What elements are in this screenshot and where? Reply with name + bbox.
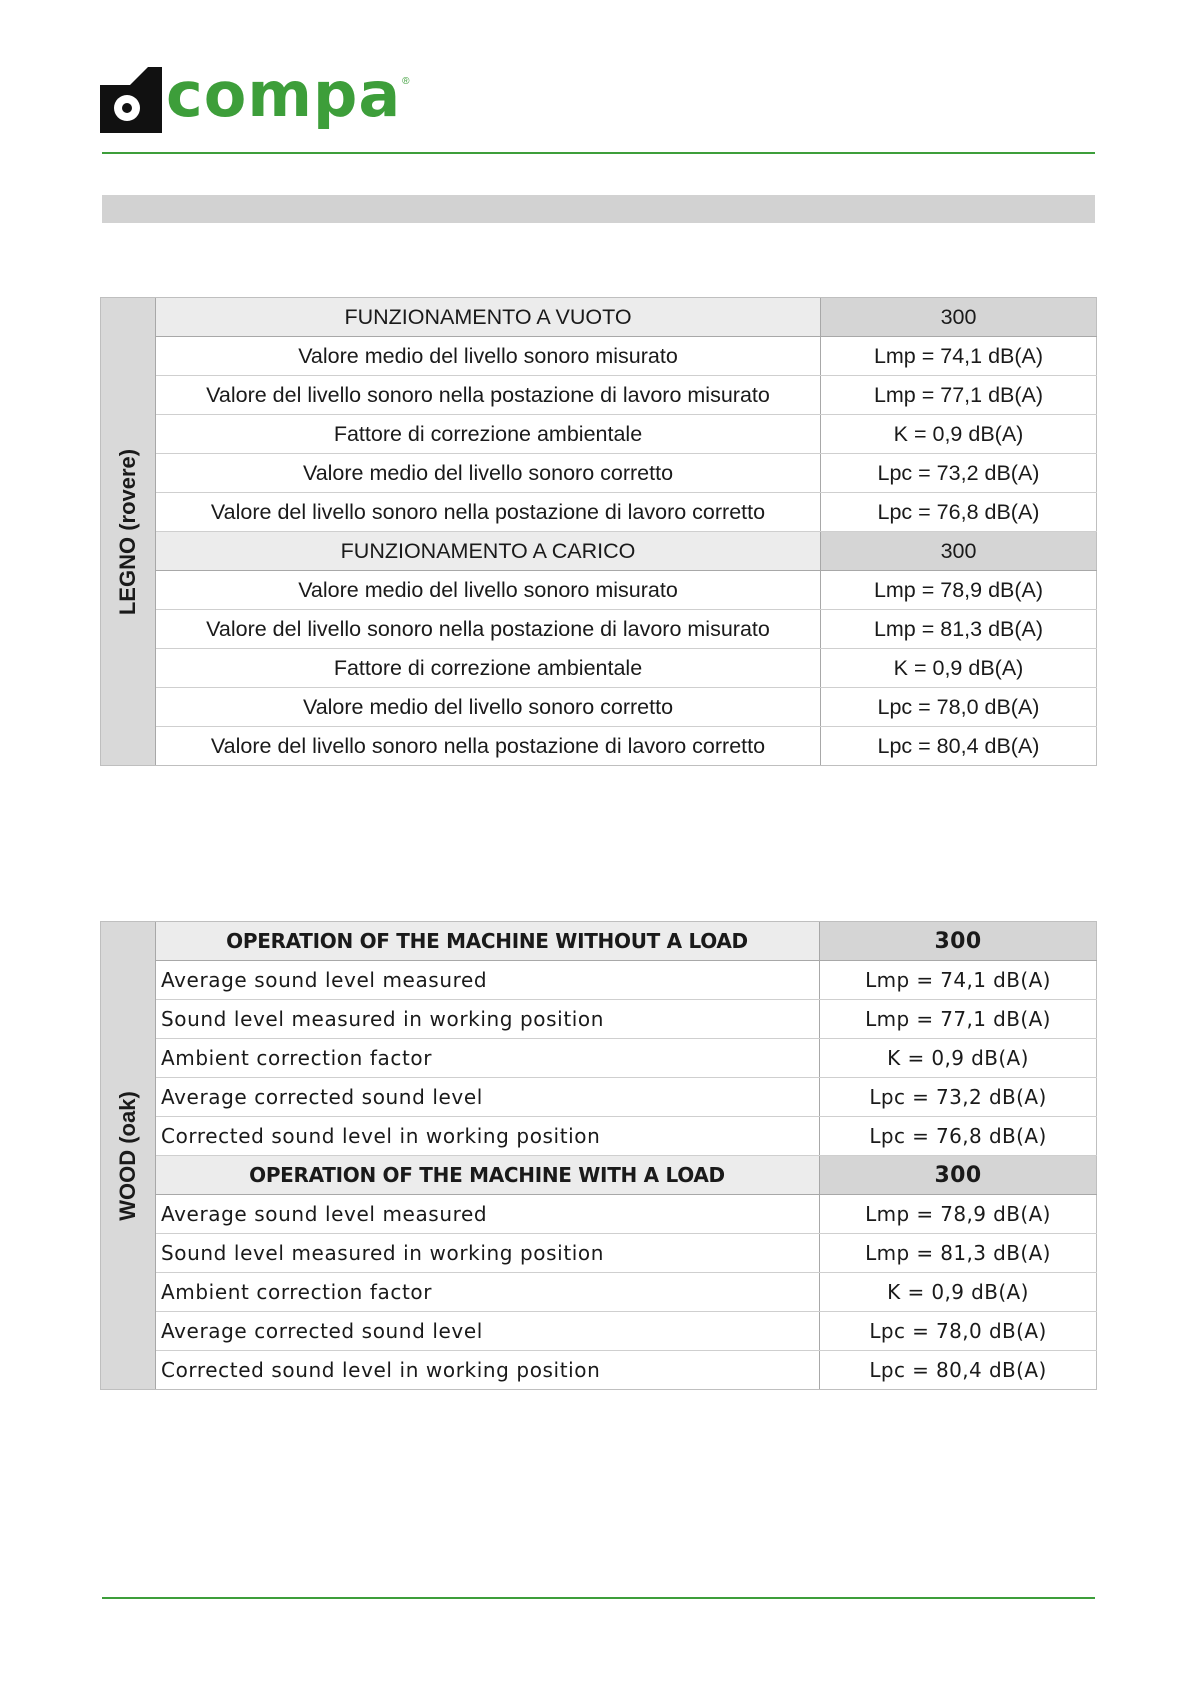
table-header-row <box>156 298 1097 337</box>
english-noise-table <box>100 921 1097 1390</box>
measurement-value: Lmp = 78,9 dB(A) <box>820 1195 1097 1234</box>
brand-logo <box>100 58 410 134</box>
measurement-value: Lmp = 78,9 dB(A) <box>821 571 1097 610</box>
operation-mode-label: OPERATION OF THE MACHINE WITH A LOAD <box>156 1156 820 1195</box>
section-title-band <box>102 195 1095 223</box>
measurement-label: Average sound level measured <box>156 961 820 1000</box>
header-divider <box>102 152 1095 154</box>
operation-mode-label: FUNZIONAMENTO A VUOTO <box>156 298 821 337</box>
compa-logo-icon <box>100 63 162 133</box>
measurement-label: Valore medio del livello sonoro corretto <box>156 688 821 727</box>
measurement-label: Fattore di correzione ambientale <box>156 415 821 454</box>
measurement-label: Corrected sound level in working position <box>156 1117 820 1156</box>
english-table <box>156 922 1097 1389</box>
footer-divider <box>102 1597 1095 1599</box>
measurement-value: Lpc = 73,2 dB(A) <box>821 454 1097 493</box>
table-row <box>156 1273 1097 1312</box>
measurement-value: K = 0,9 dB(A) <box>821 649 1097 688</box>
operation-mode-label: FUNZIONAMENTO A CARICO <box>156 532 821 571</box>
measurement-label: Valore del livello sonoro nella postazione di lavoro corretto <box>156 493 821 532</box>
operation-mode-label: OPERATION OF THE MACHINE WITHOUT A LOAD <box>156 922 820 961</box>
measurement-label: Ambient correction factor <box>156 1039 820 1078</box>
model-number: 300 <box>821 532 1097 571</box>
measurement-value: Lpc = 78,0 dB(A) <box>820 1312 1097 1351</box>
measurement-value: Lpc = 76,8 dB(A) <box>820 1117 1097 1156</box>
table-row <box>156 649 1097 688</box>
measurement-label: Valore medio del livello sonoro misurato <box>156 337 821 376</box>
measurement-label: Fattore di correzione ambientale <box>156 649 821 688</box>
table-row <box>156 415 1097 454</box>
italian-table <box>156 298 1097 765</box>
measurement-label: Ambient correction factor <box>156 1273 820 1312</box>
table-row <box>156 1234 1097 1273</box>
model-number: 300 <box>820 922 1097 961</box>
measurement-label: Corrected sound level in working position <box>161 1358 601 1382</box>
measurement-value: Lmp = 81,3 dB(A) <box>820 1234 1097 1273</box>
table-row <box>156 1039 1097 1078</box>
model-number: 300 <box>821 298 1097 337</box>
table-row <box>156 1312 1097 1351</box>
measurement-value: Lmp = 81,3 dB(A) <box>821 610 1097 649</box>
measurement-value: Lpc = 73,2 dB(A) <box>820 1078 1097 1117</box>
table-header-row <box>156 532 1097 571</box>
table-row <box>156 376 1097 415</box>
table-row <box>156 961 1097 1000</box>
measurement-label: Sound level measured in working position <box>156 1234 820 1273</box>
measurement-value: K = 0,9 dB(A) <box>820 1273 1097 1312</box>
italian-side-label: LEGNO (rovere) <box>100 298 156 765</box>
measurement-label: Valore del livello sonoro nella postazione di lavoro misurato <box>156 610 821 649</box>
measurement-value: Lpc = 80,4 dB(A) <box>821 727 1097 766</box>
measurement-value: Lmp = 77,1 dB(A) <box>820 1000 1097 1039</box>
model-number: 300 <box>820 1156 1097 1195</box>
measurement-label: Valore del livello sonoro nella postazione di lavoro corretto <box>210 733 766 758</box>
table-row <box>156 1351 1097 1390</box>
measurement-value: Lmp = 74,1 dB(A) <box>820 961 1097 1000</box>
measurement-value: Lmp = 77,1 dB(A) <box>821 376 1097 415</box>
measurement-value: K = 0,9 dB(A) <box>821 415 1097 454</box>
measurement-value: Lpc = 78,0 dB(A) <box>821 688 1097 727</box>
measurement-label: Average corrected sound level <box>156 1078 820 1117</box>
measurement-label: Sound level measured in working position <box>156 1000 820 1039</box>
table-header-row <box>156 1156 1097 1195</box>
table-row <box>156 727 1097 766</box>
table-row <box>156 454 1097 493</box>
measurement-label: Valore del livello sonoro nella postazione di lavoro misurato <box>156 376 821 415</box>
measurement-label: Average corrected sound level <box>156 1312 820 1351</box>
english-side-label: WOOD (oak) <box>100 922 156 1389</box>
measurement-value: Lpc = 80,4 dB(A) <box>820 1351 1097 1390</box>
table-row <box>156 1000 1097 1039</box>
measurement-value: Lmp = 74,1 dB(A) <box>821 337 1097 376</box>
measurement-label: Average sound level measured <box>156 1195 820 1234</box>
table-row <box>156 688 1097 727</box>
table-row <box>156 1195 1097 1234</box>
brand-name: compa <box>166 58 402 131</box>
measurement-value: K = 0,9 dB(A) <box>820 1039 1097 1078</box>
table-row <box>156 337 1097 376</box>
registered-mark: ® <box>402 76 410 87</box>
table-row <box>156 1117 1097 1156</box>
italian-noise-table <box>100 297 1097 766</box>
measurement-label: Valore medio del livello sonoro misurato <box>156 571 821 610</box>
table-row <box>156 493 1097 532</box>
table-row <box>156 1078 1097 1117</box>
table-row <box>156 610 1097 649</box>
table-header-row <box>156 922 1097 961</box>
measurement-value: Lpc = 76,8 dB(A) <box>821 493 1097 532</box>
measurement-label: Valore medio del livello sonoro corretto <box>156 454 821 493</box>
table-row <box>156 571 1097 610</box>
